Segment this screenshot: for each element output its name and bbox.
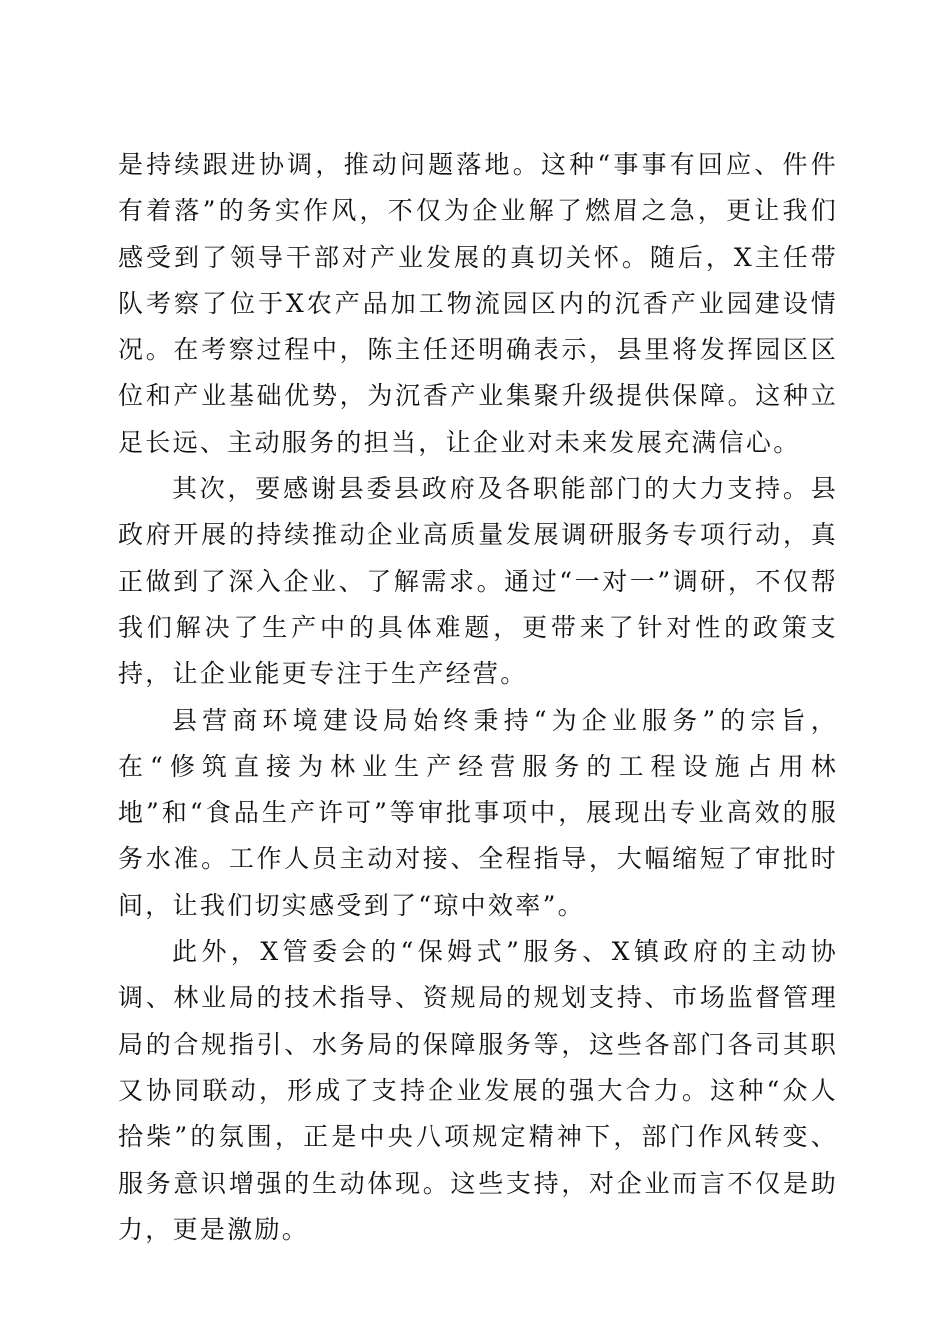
paragraph-other-departments: 此外，X管委会的“保姆式”服务、X镇政府的主动协调、林业局的技术指导、资规局的规划支持、市场监督管理局的合规指引、水务局的保障服务等，这些各部门各司其职又协同联动，形成了支持企业发展的强大合力。这种“众人拾柴”的氛围，正是中央八项规定精神下，部门作风转变、服务意识增强的生动体现。这些支持，对企业而言不仅是助力，更是激励。: [118, 937, 838, 1244]
document-body: [118, 142, 838, 1253]
paragraph-business-environment-bureau: 县营商环境建设局始终秉持“为企业服务”的宗旨，在“修筑直接为林业生产经营服务的工程设施占用林地”和“食品生产许可”等审批事项中，展现出专业高效的服务水准。工作人员主动对接、全程指导，大幅缩短了审批时间，让我们切实感受到了“琼中效率”。: [118, 705, 838, 920]
paragraph-county-government: 其次，要感谢县委县政府及各职能部门的大力支持。县政府开展的持续推动企业高质量发展调研服务专项行动，真正做到了深入企业、了解需求。通过“一对一”调研，不仅帮我们解决了生产中的具体难题，更带来了针对性的政策支持，让企业能更专注于生产经营。: [118, 474, 838, 689]
paragraph-continuation: 是持续跟进协调，推动问题落地。这种“事事有回应、件件有着落”的务实作风，不仅为企业解了燃眉之急，更让我们感受到了领导干部对产业发展的真切关怀。随后，X主任带队考察了位于X农产品加工物流园区内的沉香产业园建设情况。在考察过程中，陈主任还明确表示，县里将发挥园区区位和产业基础优势，为沉香产业集聚升级提供保障。这种立足长远、主动服务的担当，让企业对未来发展充满信心。: [118, 150, 838, 457]
